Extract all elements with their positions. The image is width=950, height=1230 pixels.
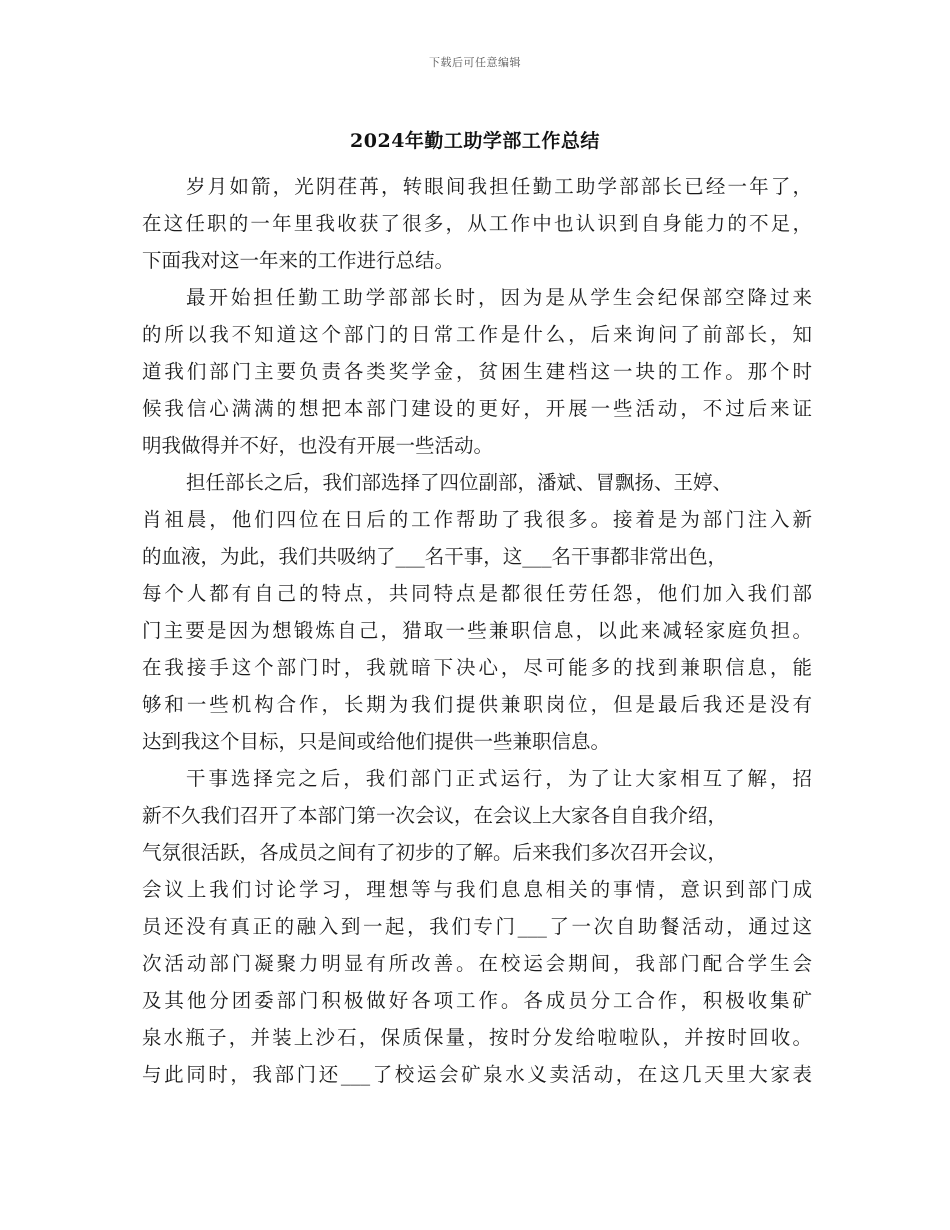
body-line: 担任部长之后，我们部选择了四位副部，潘斌、冒飘扬、王婷、 [186, 471, 733, 494]
body-line: 门主要是因为想锻炼自己，猎取一些兼职信息，以此来减轻家庭负担。 [142, 619, 812, 642]
body-line: 明我做得并不好，也没有开展一些活动。 [142, 434, 494, 457]
body-line: 最开始担任勤工助学部部长时，因为是从学生会纪保部空降过来 [186, 286, 812, 309]
body-line: 道我们部门主要负责各类奖学金，贫困生建档这一块的工作。那个时 [142, 360, 812, 383]
body-line: 达到我这个目标，只是间或给他们提供一些兼职信息。 [142, 730, 611, 753]
body-line: 与此同时，我部门还___了校运会矿泉水义卖活动，在这几天里大家表 [142, 1063, 812, 1086]
body-line: 每个人都有自己的特点，共同特点是都很任劳任怨，他们加入我们部 [142, 582, 812, 605]
document-body [142, 168, 812, 1093]
body-line: 够和一些机构合作，长期为我们提供兼职岗位，但是最后我还是没有 [142, 693, 812, 716]
body-line: 下面我对这一年来的工作进行总结。 [142, 249, 455, 272]
body-line: 干事选择完之后，我们部门正式运行，为了让大家相互了解，招 [186, 767, 812, 790]
body-line: 及其他分团委部门积极做好各项工作。各成员分工合作，积极收集矿 [142, 989, 812, 1012]
document-title: 2024年勤工助学部工作总结 [350, 130, 600, 152]
body-line: 新不久我们召开了本部门第一次会议，在会议上大家各自自我介绍， [142, 804, 728, 827]
body-line: 气氛很活跃，各成员之间有了初步的了解。后来我们多次召开会议， [142, 841, 728, 864]
body-line: 员还没有真正的融入到一起，我们专门___了一次自助餐活动，通过这 [142, 915, 812, 938]
body-line: 候我信心满满的想把本部门建设的更好，开展一些活动，不过后来证 [142, 397, 812, 420]
body-line: 会议上我们讨论学习，理想等与我们息息相关的事情，意识到部门成 [142, 878, 812, 901]
header-note: 下载后可任意编辑 [429, 56, 521, 69]
body-line: 在这任职的一年里我收获了很多，从工作中也认识到自身能力的不足， [142, 212, 812, 235]
body-line: 在我接手这个部门时，我就暗下决心，尽可能多的找到兼职信息，能 [142, 656, 812, 679]
body-line: 泉水瓶子，并装上沙石，保质保量，按时分发给啦啦队，并按时回收。 [142, 1026, 812, 1049]
body-line: 的血液，为此，我们共吸纳了___名干事，这___名干事都非常出色， [142, 545, 728, 568]
body-line: 岁月如箭，光阴荏苒，转眼间我担任勤工助学部部长已经一年了， [186, 175, 812, 198]
body-line: 的所以我不知道这个部门的日常工作是什么，后来询问了前部长，知 [142, 323, 812, 346]
body-line: 次活动部门凝聚力明显有所改善。在校运会期间，我部门配合学生会 [142, 952, 812, 975]
body-line: 肖祖晨，他们四位在日后的工作帮助了我很多。接着是为部门注入新 [142, 508, 812, 531]
